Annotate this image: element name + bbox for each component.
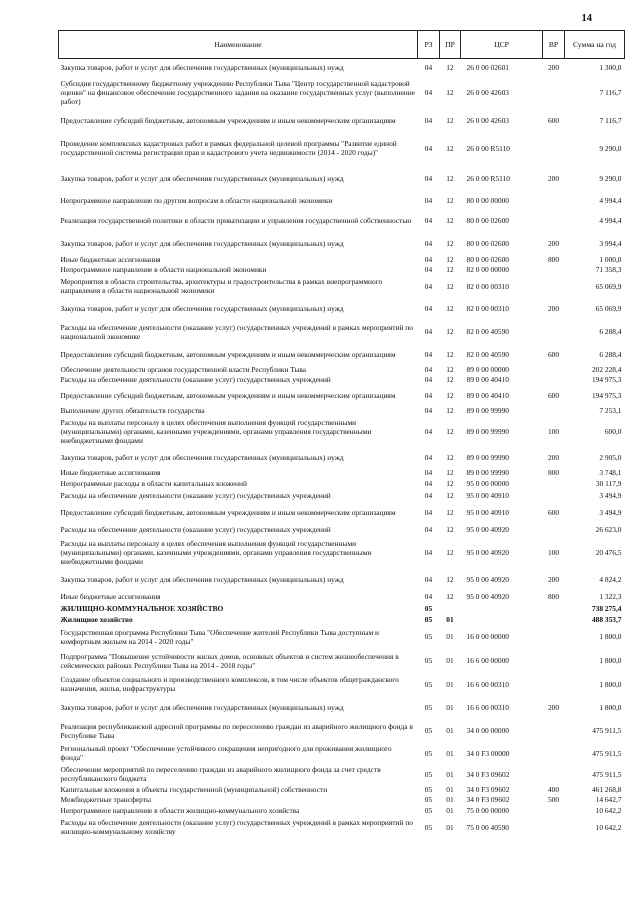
cell-rz: 04 [424, 349, 433, 359]
cell-rz: 05 [424, 702, 433, 712]
column-header-name: Наименование [59, 31, 418, 59]
table-row [59, 502, 625, 523]
cell-name: Расходы на обеспечение деятельности (оказание услуг) государственных учреждений [60, 524, 331, 534]
cell-rz: 05 [424, 795, 433, 804]
cell-name: ЖИЛИЩНО-КОММУНАЛЬНОЕ ХОЗЯЙСТВО [60, 603, 224, 613]
cell-name: Реализация государственной политики в области приватизации и управления государственной собственностью [60, 216, 412, 225]
cell-pr: 12 [446, 115, 454, 125]
cell-csr: 75 0 00 00000 [466, 805, 509, 815]
cell-pr: 01 [446, 702, 454, 712]
cell-rz: 05 [424, 603, 433, 613]
cell-csr: 82 0 00 40590 [466, 349, 509, 359]
cell-rz: 04 [424, 547, 433, 557]
cell-vr: 600 [547, 507, 560, 517]
cell-vr: 200 [547, 173, 560, 183]
cell-sum: 1 800,0 [599, 679, 622, 689]
cell-sum: 475 911,5 [592, 769, 622, 779]
cell-csr: 26 0 00 R5110 [466, 143, 510, 153]
cell-vr [543, 76, 565, 109]
cell-vr: 600 [547, 115, 560, 125]
cell-name: Расходы на обеспечение деятельности (оказание услуг) государственных учреждений [60, 375, 331, 384]
cell-rz: 04 [424, 574, 433, 584]
cell-sum: 3 994,4 [599, 239, 622, 248]
table-row [59, 614, 625, 625]
cell-name: Предоставление субсидий бюджетным, автономным учреждениям и иным некоммерческим организациям [60, 115, 396, 125]
cell-pr: 01 [446, 726, 454, 735]
cell-name: Субсидия государственному бюджетному учреждению Республики Тыва "Центр государственной кадастровой оценки" на финансовое обеспечение государственного задания на оказание государственных услуг (выполнение работ) [60, 78, 415, 106]
cell-vr [543, 649, 565, 673]
cell-name: Проведение комплексных кадастровых работ в рамках федеральной целевой программы "Развитие единой государственной системы регистрации прав и кадастрового учета недвижимости (2014 - 2020 годы)" [60, 139, 397, 157]
cell-name: Закупка товаров, работ и услуг для обеспечения государственных (муниципальных) нужд [60, 239, 344, 248]
cell-csr: 26 0 00 02601 [466, 62, 509, 72]
cell-name: Расходы на выплаты персоналу в целях обеспечения выполнения функций государственными (муниципальными) органами, казенными учреждениями, органами управления государственными внебюджетными фондами [60, 418, 372, 445]
cell-name: Закупка товаров, работ и услуг для обеспечения государственных (муниципальных) нужд [60, 453, 344, 462]
cell-rz: 04 [424, 478, 433, 488]
cell-vr [543, 625, 565, 649]
cell-rz: 04 [424, 524, 433, 534]
cell-name: Закупка товаров, работ и услуг для обеспечения государственных (муниципальных) нужд [60, 702, 344, 712]
cell-vr: 800 [547, 255, 560, 264]
cell-name: Жилищное хозяйство [60, 614, 133, 624]
cell-name: Выполнение других обязательств государства [60, 406, 205, 415]
cell-pr: 12 [446, 490, 454, 500]
cell-sum: 2 905,0 [599, 453, 622, 462]
cell-rz: 04 [424, 255, 433, 264]
cell-sum: 1 300,0 [599, 62, 622, 72]
cell-pr: 12 [446, 255, 454, 264]
cell-rz: 04 [424, 365, 433, 374]
cell-sum: 1 800,0 [599, 702, 622, 712]
cell-pr: 12 [446, 468, 454, 477]
cell-csr: 80 0 00 02600 [466, 255, 509, 264]
table-row [59, 109, 625, 132]
cell-rz: 04 [424, 327, 433, 336]
table-row [59, 209, 625, 233]
cell-csr: 80 0 00 02600 [466, 239, 509, 248]
cell-pr: 12 [446, 216, 454, 225]
cell-vr: 200 [547, 62, 560, 72]
cell-sum: 475 911,5 [592, 726, 622, 735]
cell-sum: 3 748,1 [599, 468, 622, 477]
cell-sum: 1 322,3 [599, 591, 622, 601]
cell-sum: 4 994,4 [599, 195, 622, 205]
cell-csr: 82 0 00 40590 [466, 327, 509, 336]
table-body [59, 59, 625, 839]
cell-rz: 04 [424, 143, 433, 153]
cell-rz: 05 [424, 632, 433, 641]
table-row [59, 275, 625, 298]
cell-csr: 80 0 00 00000 [466, 195, 509, 205]
table-row [59, 795, 625, 805]
cell-sum: 30 117,9 [595, 478, 622, 488]
cell-csr: 82 0 00 00000 [466, 265, 509, 274]
cell-vr [543, 719, 565, 743]
cell-pr: 12 [446, 427, 454, 436]
cell-csr: 16 0 00 00000 [466, 632, 509, 641]
cell-sum: 65 069,9 [595, 304, 622, 313]
cell-sum: 3 494,9 [599, 507, 622, 517]
cell-vr: 800 [547, 591, 560, 601]
table-row [59, 603, 625, 614]
cell-pr: 12 [446, 281, 454, 291]
cell-csr [461, 614, 543, 625]
cell-rz: 04 [424, 406, 433, 415]
cell-sum: 600,0 [604, 427, 622, 436]
cell-vr [543, 489, 565, 502]
cell-csr: 34 0 00 00000 [466, 726, 509, 735]
cell-csr: 82 0 00 00310 [466, 281, 509, 291]
cell-name: Предоставление субсидий бюджетным, автономным учреждениям и иным некоммерческим организациям [60, 349, 396, 359]
cell-name: Реализация республиканской адресной программы по переселению граждан из аварийного жилищного фонда в Республике Тыва [60, 721, 413, 740]
cell-pr: 12 [446, 87, 454, 97]
cell-rz: 04 [424, 115, 433, 125]
table-row [59, 649, 625, 673]
cell-sum: 14 642,7 [595, 795, 622, 804]
table-row [59, 785, 625, 795]
cell-name: Закупка товаров, работ и услуг для обеспечения государственных (муниципальных) нужд [60, 304, 344, 313]
cell-sum: 461 268,8 [591, 785, 622, 794]
cell-vr: 400 [547, 785, 560, 794]
table-row [59, 375, 625, 385]
cell-vr [543, 478, 565, 489]
table-row [59, 192, 625, 209]
cell-rz: 04 [424, 490, 433, 500]
cell-sum: 3 494,9 [599, 490, 622, 500]
cell-sum: 194 975,3 [591, 390, 622, 400]
table-row [59, 805, 625, 816]
cell-rz: 04 [424, 281, 433, 291]
cell-rz: 05 [424, 656, 433, 665]
cell-vr [543, 209, 565, 233]
cell-pr: 12 [446, 239, 454, 248]
cell-name: Капитальные вложения в объекты государственной (муниципальной) собственности [60, 785, 328, 794]
cell-vr [543, 132, 565, 165]
cell-rz: 04 [424, 216, 433, 225]
table-row [59, 590, 625, 603]
cell-name: Иные бюджетные ассигнования [60, 591, 161, 601]
cell-sum: 738 275,4 [591, 603, 622, 613]
cell-pr: 12 [446, 327, 454, 336]
cell-pr: 12 [446, 304, 454, 313]
cell-vr [543, 764, 565, 785]
table-row [59, 255, 625, 265]
cell-vr [543, 603, 565, 614]
cell-sum: 7 116,7 [599, 87, 622, 97]
cell-vr [543, 743, 565, 764]
cell-csr: 89 0 00 99990 [466, 427, 509, 436]
cell-name: Подпрограмма "Повышение устойчивости жилых домов, основных объектов и систем жизнеобеспечения в сейсмических районах Республики Тыва на 2014 - 2018 годы" [60, 651, 399, 670]
cell-csr: 34 0 F3 09602 [466, 769, 510, 779]
table-row [59, 59, 625, 76]
cell-pr: 01 [446, 822, 454, 832]
cell-pr: 12 [446, 195, 454, 205]
cell-csr: 82 0 00 00310 [466, 304, 509, 313]
cell-sum: 7 253,1 [599, 406, 622, 415]
cell-sum: 4 824,2 [599, 574, 622, 584]
cell-sum: 26 623,0 [595, 524, 622, 534]
cell-rz: 05 [424, 614, 433, 624]
table-row [59, 816, 625, 839]
cell-vr [543, 265, 565, 275]
table-row [59, 468, 625, 478]
table-row [59, 489, 625, 502]
cell-sum: 202 228,4 [591, 365, 622, 374]
cell-sum: 9 290,0 [599, 173, 622, 183]
cell-rz: 04 [424, 390, 433, 400]
cell-rz: 04 [424, 304, 433, 313]
column-header-sum: Сумма на год [565, 31, 625, 59]
cell-rz: 04 [424, 427, 433, 436]
cell-vr: 600 [547, 349, 560, 359]
cell-pr: 01 [446, 785, 454, 794]
cell-vr [543, 673, 565, 696]
cell-sum: 10 642,2 [595, 822, 622, 832]
cell-vr: 600 [547, 390, 560, 400]
cell-csr: 34 0 F3 09602 [466, 785, 510, 794]
cell-csr: 95 0 00 40920 [466, 524, 509, 534]
table-row [59, 523, 625, 536]
cell-pr: 12 [446, 478, 454, 488]
cell-sum: 7 116,7 [599, 115, 622, 125]
cell-pr: 12 [446, 265, 454, 274]
cell-vr: 800 [547, 468, 560, 477]
cell-sum: 1 000,0 [599, 255, 622, 264]
cell-pr: 12 [446, 375, 454, 384]
cell-csr: 89 0 00 00000 [466, 365, 509, 374]
column-header-pr: ПР [440, 31, 461, 59]
page-number: 14 [581, 13, 592, 24]
cell-csr: 89 0 00 40410 [466, 390, 509, 400]
cell-pr: 12 [446, 591, 454, 601]
cell-pr: 12 [446, 365, 454, 374]
cell-vr [543, 406, 565, 416]
cell-vr: 100 [547, 547, 560, 557]
cell-pr: 01 [446, 614, 454, 624]
table-row [59, 719, 625, 743]
table-row [59, 743, 625, 764]
budget-table [58, 30, 625, 839]
cell-vr [543, 816, 565, 839]
cell-name: Непрограммное направление по другим вопросам в области национальной экономики [60, 195, 333, 205]
cell-pr: 12 [446, 406, 454, 415]
table-row [59, 673, 625, 696]
cell-csr: 89 0 00 40410 [466, 375, 509, 384]
cell-pr: 12 [446, 574, 454, 584]
cell-csr: 95 0 00 00000 [466, 478, 509, 488]
cell-rz: 05 [424, 822, 433, 832]
cell-name: Непрограммное направление в области национальной экономики [60, 265, 267, 274]
cell-csr: 26 0 00 42603 [466, 87, 509, 97]
cell-name: Мероприятия в области строительства, архитектуры и градостроительства в рамках внепрограммного направления в области национальной экономики [60, 277, 383, 295]
cell-pr: 12 [446, 349, 454, 359]
cell-name: Обеспечение мероприятий по переселению граждан из аварийного жилищного фонда за счет средств республиканского бюджета [60, 765, 381, 783]
cell-sum: 20 476,5 [595, 547, 622, 557]
cell-vr: 200 [547, 453, 560, 462]
table-row [59, 536, 625, 569]
cell-csr: 95 0 00 40920 [466, 574, 509, 584]
table-row [59, 448, 625, 468]
cell-name: Предоставление субсидий бюджетным, автономным учреждениям и иным некоммерческим организациям [60, 390, 396, 400]
cell-sum: 6 288,4 [599, 327, 622, 336]
cell-csr: 95 0 00 40920 [466, 547, 509, 557]
cell-csr: 16 6 00 00310 [466, 702, 509, 712]
cell-sum: 71 358,3 [595, 265, 622, 274]
cell-csr: 34 0 F3 09602 [466, 795, 510, 804]
cell-sum: 488 353,7 [591, 614, 622, 624]
cell-name: Региональный проект "Обеспечение устойчивого сокращения непригодного для проживания жилищного фонда" [60, 744, 392, 762]
cell-pr: 01 [446, 632, 454, 641]
cell-pr: 12 [446, 453, 454, 462]
cell-pr: 12 [446, 524, 454, 534]
table-row [59, 132, 625, 165]
cell-rz: 04 [424, 173, 433, 183]
cell-vr: 200 [547, 574, 560, 584]
cell-pr: 12 [446, 547, 454, 557]
cell-rz: 04 [424, 375, 433, 384]
cell-csr: 89 0 00 99990 [466, 406, 509, 415]
cell-csr: 75 0 00 40590 [466, 822, 509, 832]
cell-sum: 65 069,9 [595, 281, 622, 291]
cell-sum: 1 800,0 [599, 656, 622, 665]
cell-name: Иные бюджетные ассигнования [60, 255, 161, 264]
cell-csr: 89 0 00 99990 [466, 453, 509, 462]
cell-rz: 04 [424, 265, 433, 274]
cell-name: Расходы на выплаты персоналу в целях обеспечения выполнения функций государственными (муниципальными) органами, казенными учреждениями, органами управления государственными внебюджетными фондами [60, 538, 372, 566]
cell-vr [543, 805, 565, 816]
cell-pr: 01 [446, 679, 454, 689]
table-row [59, 625, 625, 649]
cell-rz: 05 [424, 769, 433, 779]
column-header-csr: ЦСР [461, 31, 543, 59]
table-row [59, 76, 625, 109]
cell-pr: 12 [446, 62, 454, 72]
table-row [59, 265, 625, 275]
cell-sum: 6 288,4 [599, 349, 622, 359]
cell-name: Иные бюджетные ассигнования [60, 468, 161, 477]
cell-name: Государственная программа Республики Тыва "Обеспечение жителей Республики Тыва доступным и комфортным жильем на 2014 - 2020 годы" [60, 627, 380, 646]
table-row [59, 416, 625, 448]
cell-vr: 200 [547, 702, 560, 712]
cell-name: Межбюджетные трансферты [60, 795, 151, 804]
cell-vr [543, 320, 565, 344]
column-header-rz: РЗ [418, 31, 440, 59]
table-header [59, 31, 625, 59]
cell-csr: 34 0 F3 00000 [466, 748, 510, 758]
cell-csr: 26 0 00 R5110 [466, 173, 510, 183]
cell-pr: 12 [446, 390, 454, 400]
cell-vr: 100 [547, 427, 560, 436]
cell-pr: 01 [446, 748, 454, 758]
cell-csr [461, 603, 543, 614]
table-row [59, 696, 625, 719]
cell-name: Закупка товаров, работ и услуг для обеспечения государственных (муниципальных) нужд [60, 173, 344, 183]
cell-rz: 05 [424, 726, 433, 735]
cell-rz: 04 [424, 62, 433, 72]
table-row [59, 569, 625, 590]
cell-pr: 01 [446, 805, 454, 815]
cell-rz: 04 [424, 591, 433, 601]
cell-pr [440, 603, 461, 614]
cell-pr: 01 [446, 769, 454, 779]
table-row [59, 365, 625, 375]
cell-vr [543, 275, 565, 298]
column-header-vr: ВР [543, 31, 565, 59]
cell-csr: 26 0 00 42603 [466, 115, 509, 125]
cell-name: Закупка товаров, работ и услуг для обеспечения государственных (муниципальных) нужд [60, 62, 344, 72]
cell-name: Расходы на обеспечение деятельности (оказание услуг) государственных учреждений в рамках мероприятий по национальной экономике [60, 322, 413, 341]
cell-name: Обеспечение деятельности органов государственной власти Республики Тыва [60, 365, 307, 374]
cell-csr: 89 0 00 99990 [466, 468, 509, 477]
cell-csr: 16 6 00 00000 [466, 656, 509, 665]
cell-vr [543, 375, 565, 385]
cell-csr: 95 0 00 40920 [466, 591, 509, 601]
cell-name: Расходы на обеспечение деятельности (оказание услуг) государственных учреждений в рамках мероприятий по жилищно-коммунальному хозяйству [60, 818, 413, 836]
cell-vr: 200 [547, 239, 560, 248]
table-row [59, 406, 625, 416]
cell-name: Закупка товаров, работ и услуг для обеспечения государственных (муниципальных) нужд [60, 574, 344, 584]
cell-name: Непрограммные расходы в области капитальных вложений [60, 478, 247, 488]
cell-vr [543, 192, 565, 209]
cell-rz: 04 [424, 87, 433, 97]
cell-sum: 1 800,0 [599, 632, 622, 641]
cell-vr: 500 [547, 795, 560, 804]
cell-name: Непрограммное направление в области жилищно-коммунального хозяйства [60, 805, 300, 815]
cell-name: Расходы на обеспечение деятельности (оказание услуг) государственных учреждений [60, 490, 331, 500]
cell-rz: 04 [424, 195, 433, 205]
cell-sum: 194 975,3 [591, 375, 622, 384]
cell-vr [543, 365, 565, 375]
cell-name: Предоставление субсидий бюджетным, автономным учреждениям и иным некоммерческим организациям [60, 507, 396, 517]
table-row [59, 385, 625, 406]
cell-rz: 04 [424, 468, 433, 477]
cell-rz: 05 [424, 679, 433, 689]
cell-pr: 12 [446, 173, 454, 183]
cell-vr: 200 [547, 304, 560, 313]
cell-name: Создание объектов социального и производственного комплексов, в том числе объектов общегражданского назначения, жилья, инфраструктуры [60, 675, 399, 693]
cell-csr: 16 6 00 00310 [466, 679, 509, 689]
cell-sum: 4 994,4 [599, 216, 622, 225]
cell-rz: 05 [424, 785, 433, 794]
cell-sum: 475 911,5 [592, 748, 622, 758]
cell-vr [543, 523, 565, 536]
cell-rz: 04 [424, 239, 433, 248]
cell-pr: 01 [446, 795, 454, 804]
cell-rz: 04 [424, 507, 433, 517]
cell-rz: 05 [424, 748, 433, 758]
cell-sum: 9 290,0 [599, 143, 622, 153]
cell-rz: 05 [424, 805, 433, 815]
cell-pr: 12 [446, 507, 454, 517]
cell-sum: 10 642,2 [595, 805, 622, 815]
table-row [59, 320, 625, 344]
table-row [59, 165, 625, 192]
table-row [59, 478, 625, 489]
cell-csr: 95 0 00 40910 [466, 507, 509, 517]
cell-pr: 01 [446, 656, 454, 665]
cell-vr [543, 614, 565, 625]
cell-pr: 12 [446, 143, 454, 153]
cell-csr: 95 0 00 40910 [466, 490, 509, 500]
table-row [59, 298, 625, 320]
table-row [59, 233, 625, 255]
table-row [59, 344, 625, 365]
cell-csr: 80 0 00 02600 [466, 216, 509, 225]
table-row [59, 764, 625, 785]
cell-rz: 04 [424, 453, 433, 462]
